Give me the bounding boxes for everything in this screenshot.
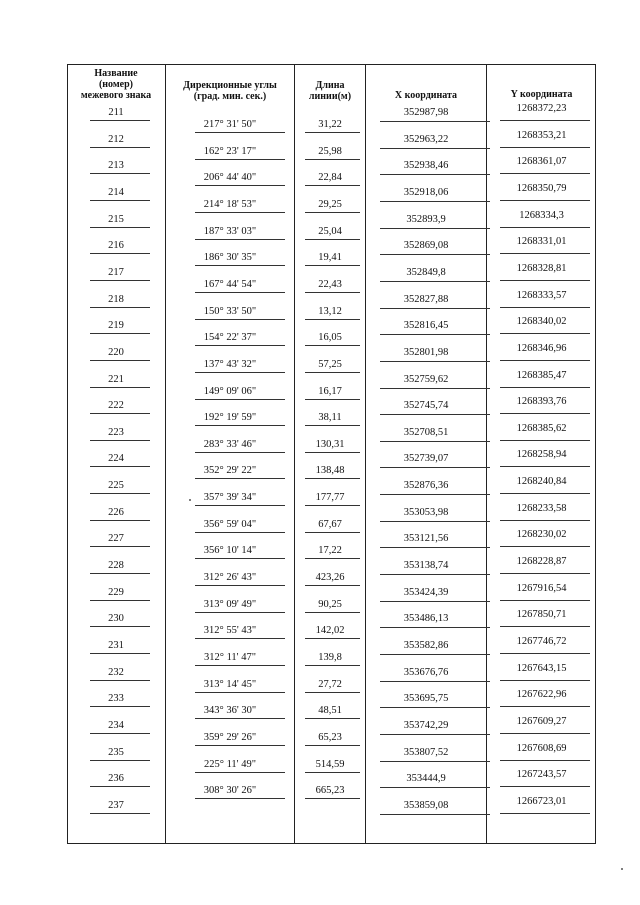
row-rule <box>195 478 285 479</box>
scan-speck <box>621 868 623 870</box>
row-rule <box>500 307 590 308</box>
point-name: 226 <box>108 506 124 518</box>
direction-angle: 357° 39' 34" <box>203 492 257 504</box>
row-rule <box>195 132 285 133</box>
row-rule <box>500 786 590 787</box>
direction-angle: 313° 09' 49" <box>203 598 257 610</box>
direction-angle: 217° 31' 50" <box>203 119 257 130</box>
row-rule <box>305 718 360 719</box>
direction-angle: 225° 11' 49" <box>204 758 256 770</box>
point-name: 217 <box>108 266 124 278</box>
row-rule <box>305 478 360 479</box>
y-coordinate: 1267609,27 <box>516 715 567 727</box>
x-coordinate: 353138,74 <box>403 560 449 572</box>
row-rule <box>90 600 150 601</box>
row-rule <box>305 159 360 160</box>
row-rule <box>305 132 360 133</box>
row-rule <box>90 520 150 521</box>
row-rule <box>195 505 285 506</box>
x-coordinate: 352708,51 <box>403 426 449 438</box>
y-coordinate: 1268240,84 <box>516 476 567 488</box>
row-rule <box>90 573 150 574</box>
header-length <box>295 80 365 102</box>
x-coordinate: 352938,46 <box>403 160 449 172</box>
line-length: 65,23 <box>318 731 342 743</box>
row-rule <box>195 452 285 453</box>
row-rule <box>380 308 490 309</box>
row-rule <box>380 281 490 282</box>
row-rule <box>500 760 590 761</box>
x-coordinate: 352816,45 <box>403 320 449 332</box>
row-rule <box>500 466 590 467</box>
line-length: 31,22 <box>318 119 342 130</box>
x-coordinate: 353676,76 <box>403 666 449 678</box>
x-coordinate: 352876,36 <box>403 480 449 492</box>
row-rule <box>90 493 150 494</box>
row-rule <box>90 413 150 414</box>
row-rule <box>500 680 590 681</box>
row-rule <box>500 253 590 254</box>
point-name: 234 <box>108 719 124 731</box>
x-coordinate: 353807,52 <box>403 746 449 758</box>
row-rule <box>380 734 490 735</box>
y-coordinate: 1267850,71 <box>516 609 567 621</box>
x-coordinate: 352869,08 <box>403 240 449 252</box>
row-rule <box>500 360 590 361</box>
row-rule <box>305 345 360 346</box>
y-coordinate: 1267916,54 <box>516 582 567 594</box>
row-rule <box>305 399 360 400</box>
row-rule <box>305 265 360 266</box>
line-length: 514,59 <box>315 758 345 770</box>
row-rule <box>380 148 490 149</box>
direction-angle: 206° 44' 40" <box>203 172 257 184</box>
point-name: 221 <box>108 373 124 385</box>
x-coordinate: 352893,9 <box>406 213 446 225</box>
row-rule <box>380 814 490 815</box>
y-coordinate: 1268372,23 <box>516 103 567 114</box>
row-rule <box>195 292 285 293</box>
y-coordinate: 1268361,07 <box>516 156 567 168</box>
row-rule <box>500 813 590 814</box>
row-rule <box>90 813 150 814</box>
row-rule <box>380 228 490 229</box>
point-name: 233 <box>108 693 124 705</box>
header-length-line2: линии(м) <box>308 91 352 102</box>
line-length: 16,05 <box>318 332 342 344</box>
x-coordinate: 353121,56 <box>403 533 449 545</box>
x-coordinate: 352827,88 <box>403 293 449 305</box>
row-rule <box>195 239 285 240</box>
row-rule <box>195 345 285 346</box>
header-name <box>67 68 165 101</box>
row-rule <box>195 532 285 533</box>
x-coordinate: 352963,22 <box>403 133 449 145</box>
row-rule <box>380 707 490 708</box>
row-rule <box>380 467 490 468</box>
row-rule <box>380 681 490 682</box>
row-rule <box>500 706 590 707</box>
x-coordinate: 353444,9 <box>406 773 446 785</box>
direction-angle: 308° 30' 26" <box>203 785 257 797</box>
row-rule <box>500 280 590 281</box>
row-rule <box>500 520 590 521</box>
y-coordinate: 1268393,76 <box>516 396 567 408</box>
y-coordinate: 1268230,02 <box>516 529 567 541</box>
x-coordinate: 353695,75 <box>403 693 449 705</box>
point-name: 213 <box>108 160 124 172</box>
row-rule <box>195 372 285 373</box>
row-rule <box>90 733 150 734</box>
x-coordinate: 353053,98 <box>403 506 449 518</box>
row-rule <box>90 680 150 681</box>
row-rule <box>380 627 490 628</box>
row-rule <box>305 665 360 666</box>
row-rule <box>500 600 590 601</box>
direction-angle: 192° 19' 59" <box>203 412 257 424</box>
point-name: 228 <box>108 560 124 572</box>
row-rule <box>380 441 490 442</box>
y-coordinate: 1268385,62 <box>516 422 567 434</box>
x-coordinate: 353859,08 <box>403 799 449 811</box>
line-length: 17,22 <box>318 545 342 557</box>
line-length: 38,11 <box>318 412 342 424</box>
row-rule <box>500 333 590 334</box>
row-rule <box>195 585 285 586</box>
row-rule <box>195 185 285 186</box>
row-rule <box>500 440 590 441</box>
x-coordinate: 352849,8 <box>406 266 446 278</box>
point-name: 216 <box>108 240 124 252</box>
row-rule <box>90 626 150 627</box>
row-rule <box>305 372 360 373</box>
direction-angle: 312° 55' 43" <box>203 625 257 637</box>
line-length: 57,25 <box>318 358 342 370</box>
x-coordinate: 352918,06 <box>403 186 449 198</box>
y-coordinate: 1268350,79 <box>516 182 567 194</box>
line-length: 139,8 <box>318 652 342 663</box>
row-rule <box>90 387 150 388</box>
row-rule <box>305 212 360 213</box>
row-rule <box>500 387 590 388</box>
x-coordinate: 353582,86 <box>403 640 449 651</box>
point-name: 211 <box>108 107 124 118</box>
x-coordinate: 353486,13 <box>403 613 449 625</box>
row-rule <box>500 493 590 494</box>
row-rule <box>90 227 150 228</box>
row-rule <box>500 173 590 174</box>
row-rule <box>380 414 490 415</box>
line-length: 22,84 <box>318 172 342 184</box>
row-rule <box>90 466 150 467</box>
point-name: 225 <box>108 480 124 492</box>
header-name-line1: Название <box>94 68 138 79</box>
y-coordinate: 1267622,96 <box>516 689 567 701</box>
y-coordinate: 1268331,01 <box>516 236 567 248</box>
point-name: 236 <box>108 773 124 785</box>
y-coordinate: 1268233,58 <box>516 502 567 514</box>
row-rule <box>380 547 490 548</box>
line-length: 423,26 <box>315 572 345 584</box>
row-rule <box>90 546 150 547</box>
row-rule <box>380 654 490 655</box>
row-rule <box>305 558 360 559</box>
direction-angle: 154° 22' 37" <box>203 332 257 344</box>
row-rule <box>195 772 285 773</box>
direction-angle: 352° 29' 22" <box>203 465 257 477</box>
point-name: 220 <box>108 346 124 358</box>
row-rule <box>305 638 360 639</box>
line-length: 25,98 <box>318 145 342 157</box>
x-coordinate: 352801,98 <box>403 346 449 358</box>
row-rule <box>195 425 285 426</box>
row-rule <box>195 399 285 400</box>
row-rule <box>305 585 360 586</box>
line-length: 22,43 <box>318 278 342 290</box>
row-rule <box>305 239 360 240</box>
row-rule <box>90 706 150 707</box>
x-coordinate: 353742,29 <box>403 719 449 731</box>
y-coordinate: 1268334,3 <box>519 209 564 221</box>
row-rule <box>380 121 490 122</box>
row-rule <box>380 521 490 522</box>
point-name: 231 <box>108 640 124 651</box>
point-name: 223 <box>108 426 124 438</box>
y-coordinate: 1268353,21 <box>516 129 567 141</box>
row-rule <box>90 200 150 201</box>
line-length: 16,17 <box>318 385 342 397</box>
row-rule <box>90 280 150 281</box>
point-name: 218 <box>108 293 124 305</box>
line-length: 29,25 <box>318 198 342 210</box>
line-length: 130,31 <box>315 438 345 450</box>
row-rule <box>90 253 150 254</box>
header-name-line2: (номер) <box>98 79 134 90</box>
row-rule <box>305 319 360 320</box>
row-rule <box>305 692 360 693</box>
line-length: 665,23 <box>315 785 345 797</box>
direction-angle: 186° 30' 35" <box>203 252 257 264</box>
row-rule <box>195 692 285 693</box>
direction-angle: 312° 26' 43" <box>203 572 257 584</box>
point-name: 214 <box>108 186 124 198</box>
row-rule <box>500 227 590 228</box>
point-name: 224 <box>108 453 124 465</box>
line-length: 27,72 <box>318 678 342 690</box>
header-y: Y координата <box>510 89 573 100</box>
point-name: 229 <box>108 586 124 598</box>
row-rule <box>380 254 490 255</box>
header-angle-line1: Дирекционные углы <box>183 80 277 91</box>
row-rule <box>195 265 285 266</box>
y-coordinate: 1267608,69 <box>516 742 567 754</box>
row-rule <box>90 173 150 174</box>
x-coordinate: 352759,62 <box>403 373 449 385</box>
row-rule <box>305 185 360 186</box>
y-coordinate: 1268328,81 <box>516 262 567 274</box>
y-coordinate: 1268340,02 <box>516 316 567 328</box>
row-rule <box>90 760 150 761</box>
row-rule <box>500 200 590 201</box>
direction-angle: 343° 36' 30" <box>203 705 257 717</box>
row-rule <box>90 307 150 308</box>
direction-angle: 312° 11' 47" <box>204 652 256 663</box>
point-name: 222 <box>108 400 124 412</box>
row-rule <box>195 159 285 160</box>
direction-angle: 150° 33' 50" <box>203 305 257 317</box>
line-length: 142,02 <box>315 625 345 637</box>
row-rule <box>380 494 490 495</box>
header-angle-line2: (град. мин. сек.) <box>193 91 267 102</box>
line-length: 48,51 <box>318 705 342 717</box>
y-coordinate: 1267243,57 <box>516 769 567 781</box>
y-coordinate: 1268333,57 <box>516 289 567 301</box>
row-rule <box>195 665 285 666</box>
row-rule <box>90 786 150 787</box>
x-coordinate: 352745,74 <box>403 400 449 412</box>
row-rule <box>305 425 360 426</box>
row-rule <box>195 319 285 320</box>
y-coordinate: 1268228,87 <box>516 556 567 568</box>
row-rule <box>195 638 285 639</box>
point-name: 227 <box>108 533 124 545</box>
row-rule <box>500 733 590 734</box>
row-rule <box>380 388 490 389</box>
y-coordinate: 1266723,01 <box>516 795 567 807</box>
header-name-line3: межевого знака <box>80 90 152 101</box>
row-rule <box>500 573 590 574</box>
row-rule <box>380 361 490 362</box>
header-angle <box>166 80 294 102</box>
point-name: 215 <box>108 213 124 225</box>
row-rule <box>90 333 150 334</box>
point-name: 232 <box>108 666 124 678</box>
row-rule <box>500 626 590 627</box>
row-rule <box>195 612 285 613</box>
row-rule <box>90 120 150 121</box>
row-rule <box>380 601 490 602</box>
direction-angle: 187° 33' 03" <box>203 225 257 237</box>
row-rule <box>195 558 285 559</box>
line-length: 177,77 <box>315 492 345 504</box>
direction-angle: 214° 18' 53" <box>203 198 257 210</box>
row-rule <box>380 787 490 788</box>
x-coordinate: 352987,98 <box>403 107 449 118</box>
row-rule <box>305 292 360 293</box>
row-rule <box>90 147 150 148</box>
row-rule <box>305 505 360 506</box>
direction-angle: 149° 09' 06" <box>203 385 257 397</box>
row-rule <box>305 745 360 746</box>
direction-angle: 137° 43' 32" <box>203 358 257 370</box>
direction-angle: 283° 33' 46" <box>203 438 257 450</box>
row-rule <box>380 574 490 575</box>
row-rule <box>195 745 285 746</box>
line-length: 90,25 <box>318 598 342 610</box>
direction-angle: 313° 14' 45" <box>203 678 257 690</box>
row-rule <box>380 201 490 202</box>
row-rule <box>90 440 150 441</box>
row-rule <box>500 653 590 654</box>
direction-angle: 356° 59' 04" <box>203 518 257 530</box>
point-name: 219 <box>108 320 124 332</box>
point-name: 230 <box>108 613 124 625</box>
line-length: 13,12 <box>318 305 342 317</box>
y-coordinate: 1268385,47 <box>516 369 567 381</box>
row-rule <box>305 452 360 453</box>
row-rule <box>500 413 590 414</box>
direction-angle: 167° 44' 54" <box>203 278 257 290</box>
row-rule <box>500 120 590 121</box>
row-rule <box>305 772 360 773</box>
x-coordinate: 352739,07 <box>403 453 449 465</box>
row-rule <box>380 334 490 335</box>
row-rule <box>380 174 490 175</box>
row-rule <box>305 612 360 613</box>
row-rule <box>195 212 285 213</box>
direction-angle: 162° 23' 17" <box>203 145 257 157</box>
y-coordinate: 1268258,94 <box>516 449 567 461</box>
row-rule <box>195 718 285 719</box>
point-name: 237 <box>108 799 124 811</box>
line-length: 19,41 <box>318 252 342 264</box>
scan-speck <box>189 499 191 501</box>
line-length: 67,67 <box>318 518 342 530</box>
header-length-line1: Длина <box>315 80 345 91</box>
row-rule <box>500 546 590 547</box>
point-name: 235 <box>108 746 124 758</box>
row-rule <box>305 798 360 799</box>
x-coordinate: 353424,39 <box>403 586 449 598</box>
direction-angle: 356° 10' 14" <box>203 545 257 557</box>
row-rule <box>195 798 285 799</box>
row-rule <box>305 532 360 533</box>
point-name: 212 <box>108 133 124 145</box>
y-coordinate: 1268346,96 <box>516 342 567 354</box>
line-length: 138,48 <box>315 465 345 477</box>
row-rule <box>90 653 150 654</box>
direction-angle: 359° 29' 26" <box>203 731 257 743</box>
line-length: 25,04 <box>318 225 342 237</box>
y-coordinate: 1267643,15 <box>516 662 567 674</box>
row-rule <box>380 761 490 762</box>
row-rule <box>90 360 150 361</box>
y-coordinate: 1267746,72 <box>516 636 567 647</box>
header-x: X координата <box>394 90 458 101</box>
row-rule <box>500 147 590 148</box>
